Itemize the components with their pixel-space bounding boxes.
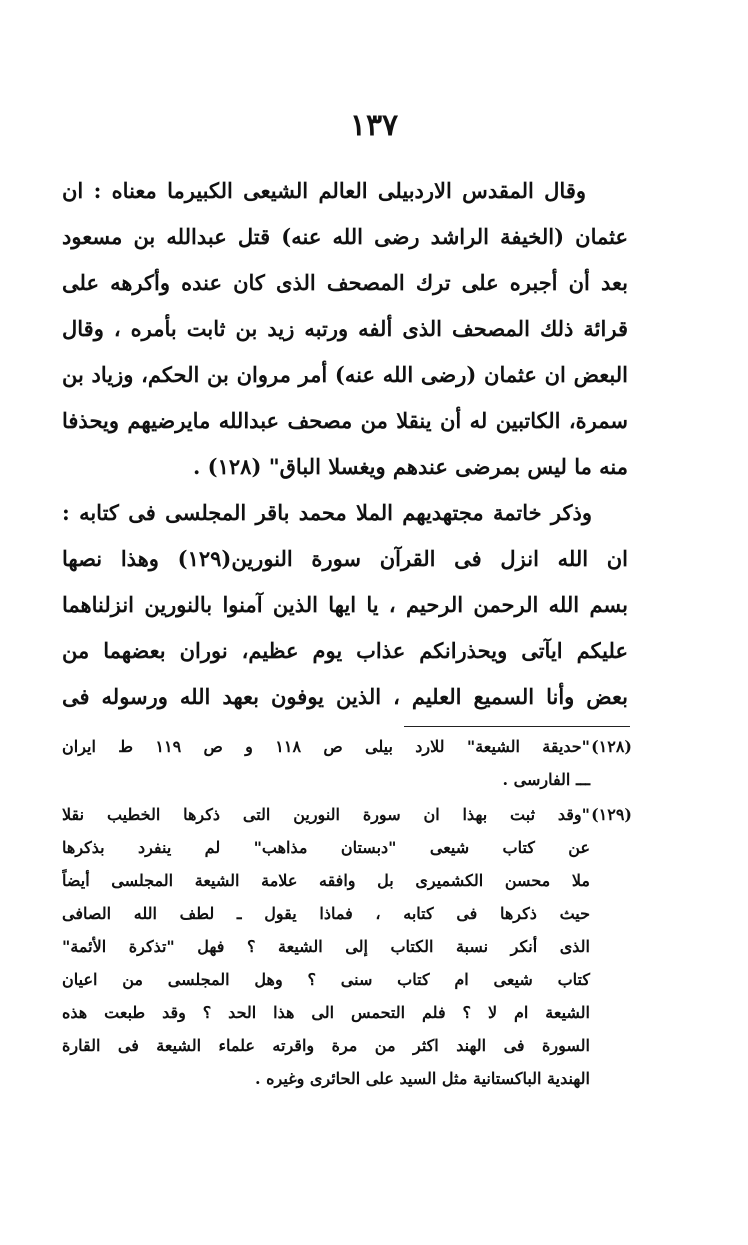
footnote-129 [62, 798, 632, 1095]
footnote-128 [62, 730, 632, 796]
footnote-line: الشيعة ام لا ؟ فلم التحمس الى هذا الحد ؟ وقد طبعت هذه [62, 1003, 590, 1022]
footnote-line: حيث ذكرها فى كتابه ، فماذا يقول ـ لطف الله الصافى [62, 904, 590, 923]
text-line: بعد أن أجبره على ترك المصحف الذى كان عنده وأكرهه على [62, 270, 628, 295]
main-text [62, 168, 628, 720]
text-line: وذكر خاتمة مجتهديهم الملا محمد باقر المجلسى فى كتابه : [62, 500, 592, 525]
footnote-marker: (١٢٨) [591, 737, 632, 756]
text-line: وقال المقدس الاردبيلى العالم الشيعى الكبيرما معناه : ان [62, 178, 586, 203]
text-line: عليكم ايآتى ويحذرانكم عذاب يوم عظيم، نوران بعضهما من [62, 638, 628, 663]
footnote-separator [404, 726, 630, 727]
footnote-line: ملا محسن الكشميرى بل وافقه علامة الشيعة المجلسى أيضاً [62, 871, 590, 890]
text-line: بعض وأنا السميع العليم ، الذين يوفون بعهد الله ورسوله فى [62, 684, 628, 709]
text-line: البعض ان عثمان (رضى الله عنه) أمر مروان بن الحكم، وزياد بن [62, 362, 628, 387]
text-line: عثمان (الخيفة الراشد رضى الله عنه) قتل عبدالله بن مسعود [62, 224, 628, 249]
footnote-line: الذى أنكر نسبة الكتاب إلى الشيعة ؟ فهل "تذكرة الأئمة" [62, 937, 590, 956]
footnote-line: "وقد ثبت بهذا ان سورة النورين التى ذكرها الخطيب نقلا [62, 805, 590, 824]
footnotes [62, 730, 632, 1097]
footnote-line: "حديقة الشيعة" للارد بيلى ص ١١٨ و ص ١١٩ ط ايران [62, 737, 591, 756]
footnote-marker: (١٢٩) [591, 805, 632, 824]
text-line: سمرة، الكاتبين له أن ينقلا من مصحف عبدالله مايرضيهم ويحذفا [62, 408, 628, 433]
text-line: قرائة ذلك المصحف الذى ألفه ورتبه زيد بن ثابت بأمره ، وقال [62, 316, 628, 341]
footnote-line: كتاب شيعى ام كتاب سنى ؟ وهل المجلسى من اعيان [62, 970, 590, 989]
footnote-line: عن كتاب شيعى "دبستان مذاهب" لم ينفرد بذكرها [62, 838, 590, 857]
text-line: ان الله انزل فى القرآن سورة النورين(١٢٩) وهذا نصها [62, 546, 628, 571]
page-number: ١٣٧ [349, 108, 399, 143]
footnote-line: ـــ الفارسى . [502, 770, 590, 789]
text-line: منه ما ليس بمرضى عندهم ويغسلا الباق" (١٢٨) . [193, 454, 628, 479]
footnote-line: الهندية الباكستانية مثل السيد على الحائرى وغيره . [255, 1069, 590, 1088]
footnote-line: السورة فى الهند اكثر من مرة واقرته علماء الشيعة فى القارة [62, 1036, 590, 1055]
text-line: بسم الله الرحمن الرحيم ، يا ايها الذين آمنوا بالنورين انزلناهما [62, 592, 628, 617]
